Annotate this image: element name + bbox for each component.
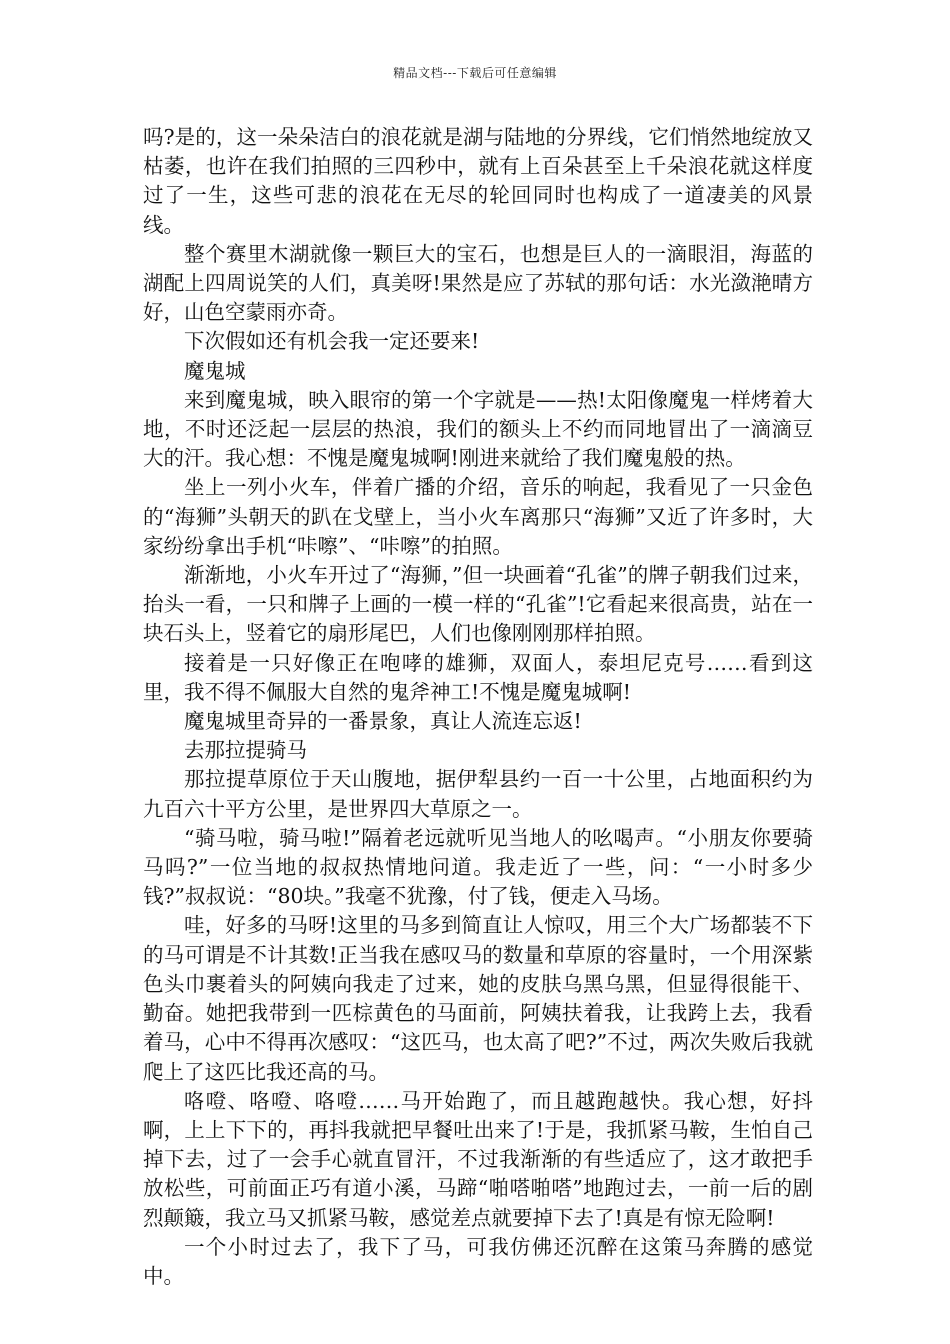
- document-body: [143, 123, 813, 1291]
- paragraph: 整个赛里木湖就像一颗巨大的宝石，也想是巨人的一滴眼泪，海蓝的湖配上四周说笑的人们，真美呀!果然是应了苏轼的那句话：水光潋滟晴方好，山色空蒙雨亦奇。: [143, 241, 813, 325]
- paragraph: 哇，好多的马呀!这里的马多到简直让人惊叹，用三个大广场都装不下的马可谓是不计其数!正当我在感叹马的数量和草原的容量时，一个用深紫色头巾裹着头的阿姨向我走了过来，她的皮肤乌黑乌黑，但显得很能干、勤奋。她把我带到一匹棕黄色的马面前，阿姨扶着我，让我跨上去，我看着马，心中不得再次感叹：“这匹马，也太高了吧?”不过，两次失败后我就爬上了这匹比我还高的马。: [143, 913, 813, 1084]
- paragraph: 渐渐地，小火车开过了“海狮，”但一块画着“孔雀”的牌子朝我们过来，抬头一看，一只和牌子上画的一模一样的“孔雀”!它看起来很高贵，站在一块石头上，竖着它的扇形尾巴，人们也像刚刚那样拍照。: [143, 563, 813, 646]
- section-heading: 去那拉提骑马: [184, 738, 307, 763]
- paragraph: 下次假如还有机会我一定还要来!: [184, 329, 480, 354]
- paragraph: 坐上一列小火车，伴着广播的介绍，音乐的响起，我看见了一只金色的“海狮”头朝天的趴在戈壁上，当小火车离那只“海狮”又近了许多时，大家纷纷拿出手机“咔嚓”、“咔嚓”的拍照。: [143, 475, 813, 558]
- paragraph: 魔鬼城里奇异的一番景象，真让人流连忘返!: [184, 709, 582, 734]
- paragraph: 接着是一只好像正在咆哮的雄狮，双面人，泰坦尼克号……看到这里，我不得不佩服大自然的鬼斧神工!不愧是魔鬼城啊!: [143, 650, 813, 704]
- page-header: 精品文档---下载后可任意编辑: [393, 66, 557, 80]
- paragraph: 咯噔、咯噔、咯噔……马开始跑了，而且越跑越快。我心想，好抖啊，上上下下的，再抖我就把早餐吐出来了!于是，我抓紧马鞍，生怕自己掉下去，过了一会手心就直冒汗，不过我渐渐的有些适应了，这才敢把手放松些，可前面正巧有道小溪，马蹄“啪嗒啪嗒”地跑过去，一前一后的剧烈颠簸，我立马又抓紧马鞍，感觉差点就要掉下去了!真是有惊无险啊!: [143, 1088, 813, 1230]
- paragraph: “骑马啦，骑马啦!”隔着老远就听见当地人的吆喝声。“小朋友你要骑马吗?”一位当地的叔叔热情地问道。我走近了一些，问：“一小时多少钱?”叔叔说：“80块。”我毫不犹豫，付了钱，便走入马场。: [143, 825, 813, 909]
- paragraph: 吗?是的，这一朵朵洁白的浪花就是湖与陆地的分界线，它们悄然地绽放又枯萎，也许在我们拍照的三四秒中，就有上百朵甚至上千朵浪花就这样度过了一生，这些可悲的浪花在无尽的轮回同时也构成了一道凄美的风景线。: [143, 125, 813, 237]
- paragraph: 一个小时过去了，我下了马，可我仿佛还沉醉在这策马奔腾的感觉中。: [143, 1234, 813, 1288]
- paragraph: 那拉提草原位于天山腹地，据伊犁县约一百一十公里，占地面积约为九百六十平方公里，是世界四大草原之一。: [143, 767, 813, 821]
- section-heading: 魔鬼城: [184, 358, 246, 383]
- paragraph: 来到魔鬼城，映入眼帘的第一个字就是——热!太阳像魔鬼一样烤着大地，不时还泛起一层层的热浪，我们的额头上不约而同地冒出了一滴滴豆大的汗。我心想：不愧是魔鬼城啊!刚进来就给了我们魔鬼般的热。: [143, 387, 813, 471]
